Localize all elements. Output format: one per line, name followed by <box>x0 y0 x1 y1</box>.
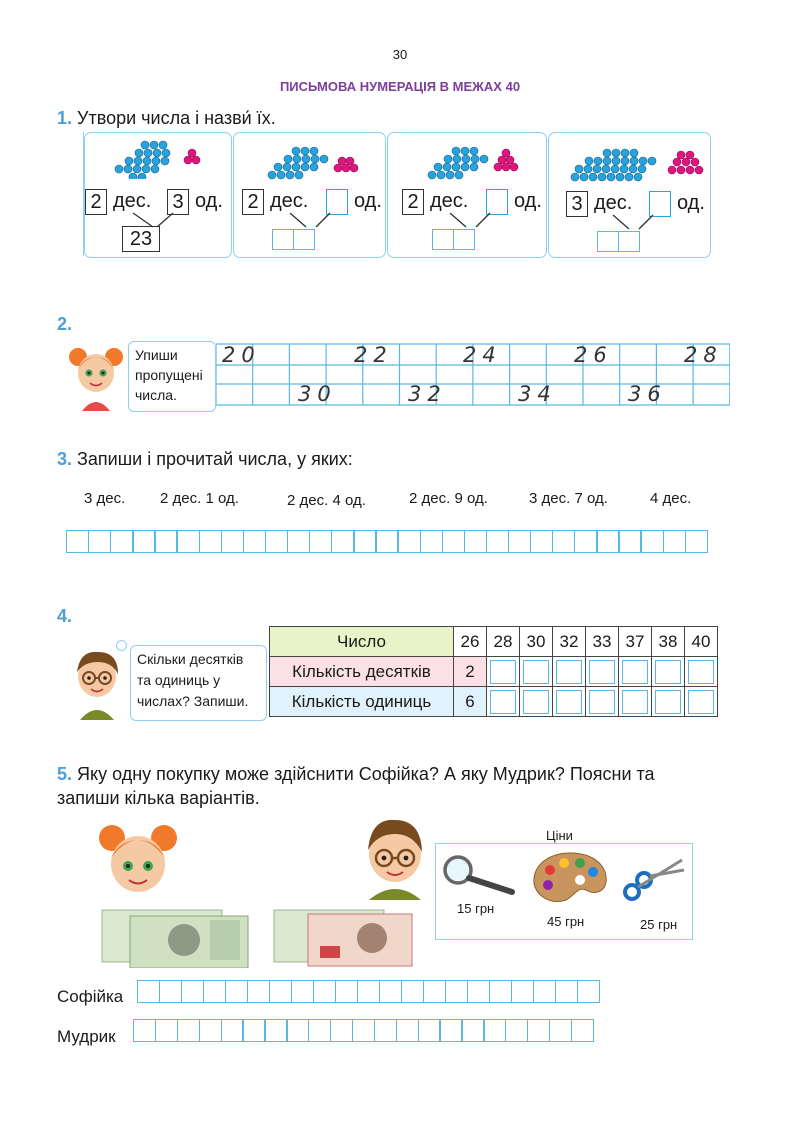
seq-number: 34 <box>518 382 557 406</box>
answer-cell[interactable] <box>66 530 89 553</box>
number-cell: 37 <box>619 627 652 657</box>
palette-icon <box>530 850 610 904</box>
number-cell: 40 <box>685 627 718 657</box>
answer-cell[interactable] <box>439 1019 462 1042</box>
sofiyka-label: Софійка <box>57 987 124 1006</box>
tens-label: дес. <box>113 190 152 212</box>
answer-cell[interactable] <box>110 530 133 553</box>
task3-item: 2 дес. 4 од. <box>287 492 366 509</box>
answer-cell[interactable] <box>420 530 443 553</box>
tens-input[interactable] <box>622 660 648 684</box>
answer-cell[interactable] <box>352 1019 375 1042</box>
tens-box: 2 <box>242 189 264 215</box>
answer-cell[interactable] <box>467 980 490 1003</box>
answer-cell[interactable] <box>401 980 424 1003</box>
answer-cell[interactable] <box>221 1019 244 1042</box>
tens-label: дес. <box>430 190 469 212</box>
answer-cell[interactable] <box>505 1019 528 1042</box>
task1-card-3 <box>387 132 547 258</box>
ones-value: 6 <box>454 687 487 717</box>
answer-cell[interactable] <box>618 530 641 553</box>
answer-cell[interactable] <box>154 530 177 553</box>
ones-input[interactable] <box>556 690 582 714</box>
seq-number: 20 <box>222 343 261 367</box>
answer-cell[interactable] <box>577 980 600 1003</box>
answer-cell[interactable] <box>357 980 380 1003</box>
number-cell: 28 <box>487 627 520 657</box>
answer-cell[interactable] <box>243 530 266 553</box>
answer-cell[interactable] <box>287 530 310 553</box>
task1-card-1 <box>84 132 232 258</box>
task1-text: Утвори числа і назви́ їх. <box>77 108 276 128</box>
answer-cell[interactable] <box>527 1019 550 1042</box>
answer-cell[interactable] <box>533 980 556 1003</box>
answer-cell[interactable] <box>555 980 578 1003</box>
answer-cell[interactable] <box>663 530 686 553</box>
sofiyka-answer-cells[interactable] <box>137 980 599 1003</box>
task4-table <box>269 626 718 717</box>
task5-text-line2: запиши кілька варіантів. <box>57 788 260 808</box>
answer-cell[interactable] <box>264 1019 287 1042</box>
page-number: 30 <box>392 47 408 62</box>
answer-cell[interactable] <box>199 530 222 553</box>
mudryk-answer-cells[interactable] <box>133 1019 593 1042</box>
task3-item: 2 дес. 1 од. <box>160 490 239 507</box>
answer-cell[interactable] <box>423 980 446 1003</box>
answer-cell[interactable] <box>375 530 398 553</box>
prices-panel <box>435 828 693 940</box>
number-cell: 33 <box>586 627 619 657</box>
tens-value: 2 <box>454 657 487 687</box>
answer-cell[interactable] <box>445 980 468 1003</box>
answer-cell[interactable] <box>291 980 314 1003</box>
seq-number: 30 <box>298 382 337 406</box>
answer-cell[interactable] <box>397 530 420 553</box>
answer-cell[interactable] <box>511 980 534 1003</box>
boy-avatar-icon <box>68 644 126 720</box>
banknote-20-icon <box>100 906 250 968</box>
answer-cell[interactable] <box>203 980 226 1003</box>
task3-number: 3. <box>57 449 73 469</box>
price-palette: 45 грн <box>547 914 585 929</box>
answer-cell[interactable] <box>176 530 199 553</box>
price-scissors: 25 грн <box>640 917 678 932</box>
task4-speech-bubble <box>130 645 267 721</box>
table-row <box>270 687 718 717</box>
tens-box: 3 <box>566 191 588 217</box>
tens-box: 2 <box>402 189 424 215</box>
seq-number: 32 <box>408 382 447 406</box>
seq-number: 24 <box>463 343 502 367</box>
answer-cell[interactable] <box>461 1019 484 1042</box>
bubble-line: Скільки десятків <box>137 651 244 667</box>
seq-number: 28 <box>684 343 723 367</box>
answer-cell[interactable] <box>353 530 376 553</box>
task2-speech-bubble <box>128 341 216 412</box>
answer-cell[interactable] <box>640 530 663 553</box>
answer-cell[interactable] <box>596 530 619 553</box>
answer-cell[interactable] <box>486 530 509 553</box>
ones-input[interactable] <box>523 690 549 714</box>
result-cells[interactable] <box>272 229 313 250</box>
table-row <box>270 657 718 687</box>
task1-card-2 <box>233 132 386 258</box>
answer-cell[interactable] <box>464 530 487 553</box>
answer-cell[interactable] <box>132 530 155 553</box>
bubble-line: пропущені <box>135 367 203 383</box>
answer-cell[interactable] <box>442 530 465 553</box>
task3-item: 3 дес. <box>84 490 126 507</box>
number-cell: 38 <box>652 627 685 657</box>
result-cells[interactable] <box>597 231 638 252</box>
answer-cell[interactable] <box>489 980 512 1003</box>
answer-cell[interactable] <box>155 1019 178 1042</box>
ones-label: од. <box>195 190 223 212</box>
ones-label: од. <box>514 190 542 212</box>
answer-cell[interactable] <box>549 1019 572 1042</box>
answer-cell[interactable] <box>552 530 575 553</box>
price-magnifier: 15 грн <box>457 901 495 916</box>
answer-cell[interactable] <box>508 530 531 553</box>
answer-cell[interactable] <box>396 1019 419 1042</box>
answer-cell[interactable] <box>574 530 597 553</box>
ones-box: 3 <box>167 189 189 215</box>
page-title: ПИСЬМОВА НУМЕРАЦІЯ В МЕЖАХ 40 <box>279 79 521 94</box>
answer-cell[interactable] <box>331 530 354 553</box>
ones-row-label: Кількість одиниць <box>270 687 454 717</box>
ones-input[interactable] <box>490 690 516 714</box>
answer-cell[interactable] <box>286 1019 309 1042</box>
girl-avatar-icon <box>68 343 124 411</box>
answer-cell[interactable] <box>530 530 553 553</box>
mudryk-avatar-icon <box>355 812 435 900</box>
answer-cell[interactable] <box>133 1019 156 1042</box>
number-cell: 26 <box>454 627 487 657</box>
sofiyka-avatar-icon <box>98 820 178 912</box>
answer-cell[interactable] <box>483 1019 506 1042</box>
answer-cell[interactable] <box>265 530 288 553</box>
ones-input[interactable] <box>622 690 648 714</box>
answer-cell[interactable] <box>335 980 358 1003</box>
answer-cell[interactable] <box>225 980 248 1003</box>
task2-heading <box>57 314 72 335</box>
bubble-line: числах? Запиши. <box>137 693 249 709</box>
tens-label: дес. <box>270 190 309 212</box>
bubble-line: числа. <box>135 387 177 403</box>
answer-cell[interactable] <box>309 530 332 553</box>
number-cell: 32 <box>553 627 586 657</box>
ones-label: од. <box>677 192 705 214</box>
tens-input[interactable] <box>589 660 615 684</box>
task3-item: 2 дес. 9 од. <box>409 490 488 507</box>
bubble-line: та одиниць у <box>137 672 221 688</box>
answer-cell[interactable] <box>88 530 111 553</box>
tens-input[interactable] <box>523 660 549 684</box>
task3-item: 4 дес. <box>650 490 692 507</box>
tens-box: 2 <box>85 189 107 215</box>
task3-text: Запиши і прочитай числа, у яких: <box>77 449 353 469</box>
tens-input[interactable] <box>688 660 714 684</box>
answer-cell[interactable] <box>247 980 270 1003</box>
task1-heading <box>57 108 276 129</box>
tens-input[interactable] <box>556 660 582 684</box>
task5-heading <box>57 762 655 810</box>
header-label: Число <box>270 627 454 657</box>
result-box: 23 <box>122 226 160 252</box>
task3-item: 3 дес. 7 од. <box>529 490 608 507</box>
task3-heading <box>57 449 353 470</box>
task4-heading <box>57 606 72 627</box>
answer-cell[interactable] <box>571 1019 594 1042</box>
task3-answer-cells[interactable] <box>66 530 707 553</box>
seq-number: 26 <box>574 343 613 367</box>
scissors-icon <box>620 854 686 904</box>
ones-label: од. <box>354 190 382 212</box>
magnifier-icon <box>442 852 516 896</box>
result-cells[interactable] <box>432 229 473 250</box>
answer-cell[interactable] <box>379 980 402 1003</box>
answer-cell[interactable] <box>313 980 336 1003</box>
tens-input[interactable] <box>490 660 516 684</box>
answer-cell[interactable] <box>181 980 204 1003</box>
banknotes-20-10-icon <box>272 906 414 968</box>
answer-cell[interactable] <box>269 980 292 1003</box>
answer-cell[interactable] <box>418 1019 441 1042</box>
table-row <box>270 627 718 657</box>
task4-number: 4. <box>57 606 73 626</box>
answer-cell[interactable] <box>137 980 160 1003</box>
tens-input[interactable] <box>655 660 681 684</box>
ones-input[interactable] <box>688 690 714 714</box>
ones-input[interactable] <box>655 690 681 714</box>
ones-input[interactable] <box>589 690 615 714</box>
seq-number: 22 <box>354 343 393 367</box>
task1-number: 1. <box>57 108 73 128</box>
answer-cell[interactable] <box>374 1019 397 1042</box>
answer-cell[interactable] <box>685 530 708 553</box>
answer-cell[interactable] <box>199 1019 222 1042</box>
task2-number: 2. <box>57 314 73 334</box>
mudryk-label: Мудрик <box>57 1027 116 1046</box>
task5-number: 5. <box>57 764 73 784</box>
answer-cell[interactable] <box>177 1019 200 1042</box>
tens-row-label: Кількість десятків <box>270 657 454 687</box>
task1-card-4 <box>548 132 711 258</box>
number-cell: 30 <box>520 627 553 657</box>
tens-label: дес. <box>594 192 633 214</box>
task5-text-line1: Яку одну покупку може здійснити Софійка? А яку Мудрик? Поясни та <box>77 764 655 784</box>
answer-cell[interactable] <box>308 1019 331 1042</box>
answer-cell[interactable] <box>242 1019 265 1042</box>
answer-cell[interactable] <box>159 980 182 1003</box>
prices-title: Ціни <box>546 828 573 843</box>
answer-cell[interactable] <box>330 1019 353 1042</box>
seq-number: 36 <box>628 382 667 406</box>
bubble-line: Упиши <box>135 347 178 363</box>
answer-cell[interactable] <box>221 530 244 553</box>
